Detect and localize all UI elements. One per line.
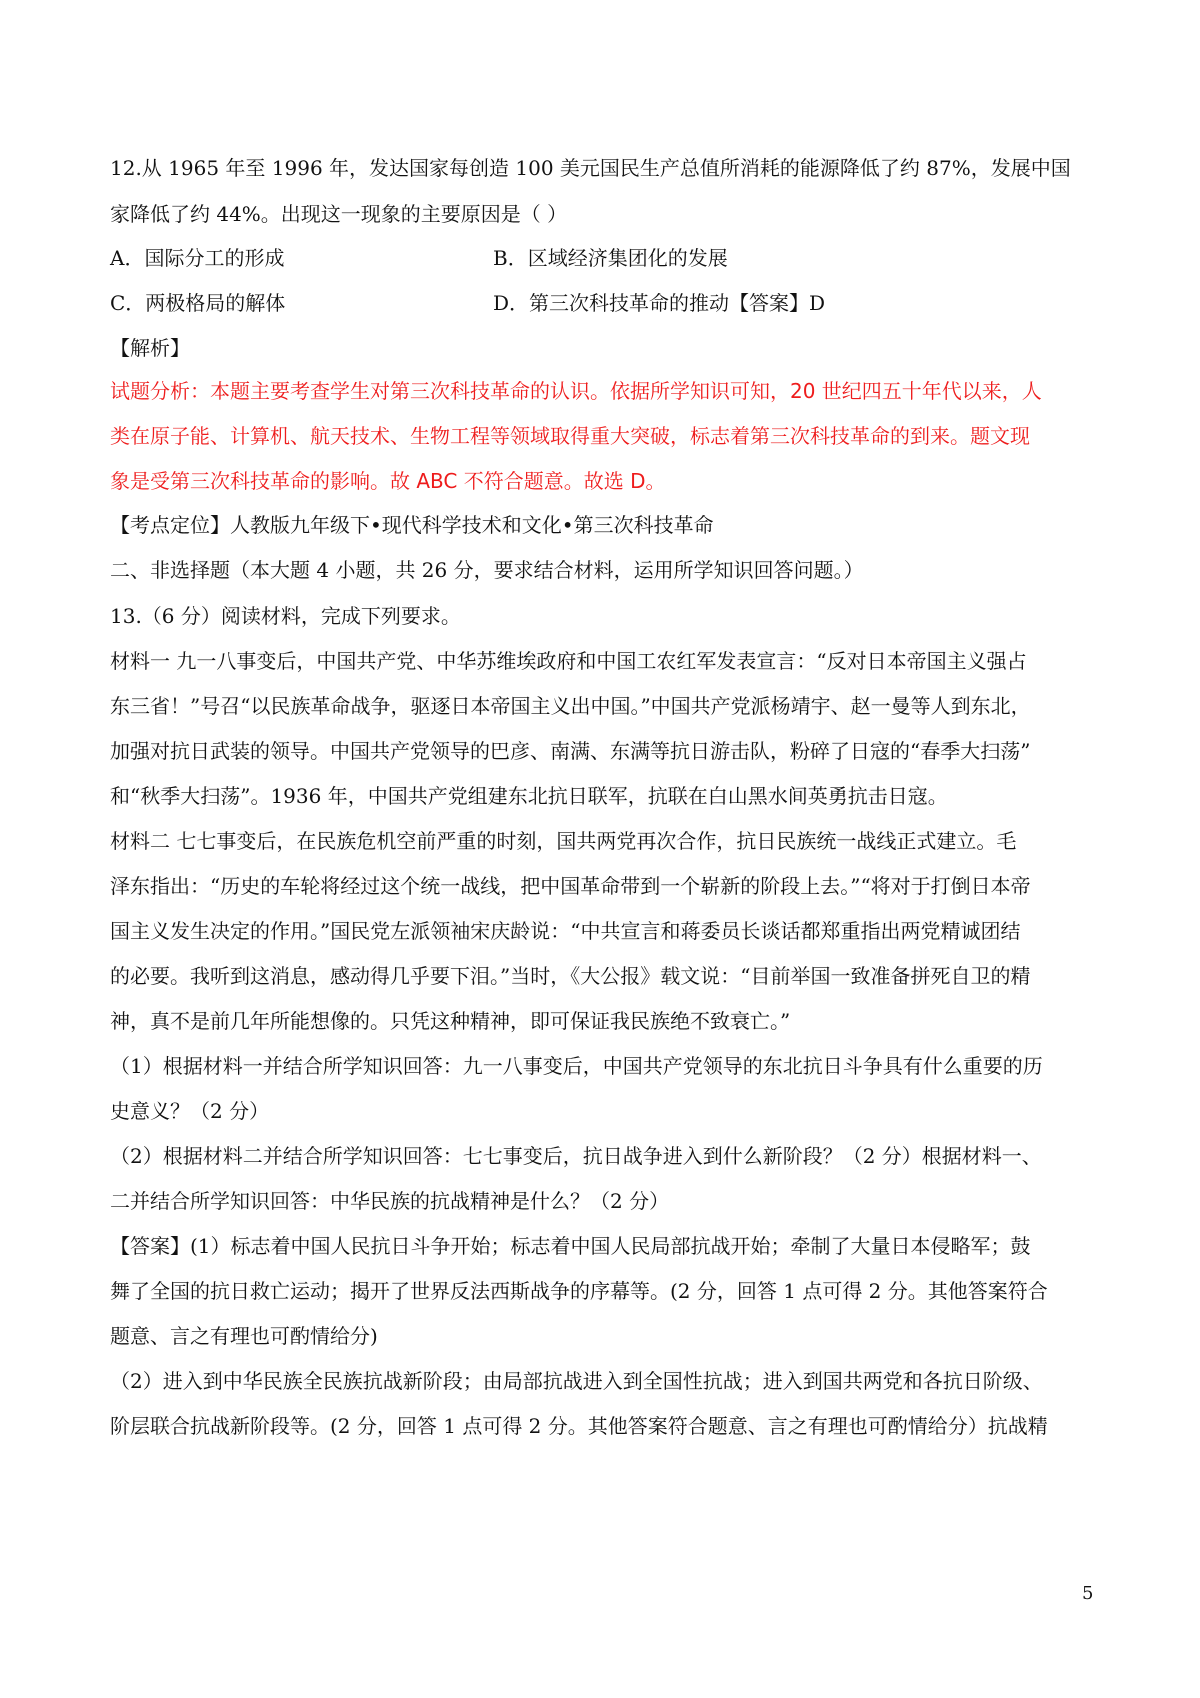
q12-kaodian: 【考点定位】人教版九年级下•现代科学技术和文化•第三次科技革命 bbox=[110, 513, 714, 537]
q13-answer1-line1: 【答案】(1）标志着中国人民抗日斗争开始；标志着中国人民局部抗战开始；牵制了大量日本侵略军；鼓 bbox=[110, 1234, 1031, 1258]
q13-material1-line3: 加强对抗日武装的领导。中国共产党领导的巴彦、南满、东满等抗日游击队，粉碎了日寇的“春季大扫荡” bbox=[110, 739, 1031, 763]
q12-option-a: A．国际分工的形成 bbox=[110, 246, 285, 270]
q13-material2-line4: 的必要。我听到这消息，感动得几乎要下泪。”当时，《大公报》载文说：“目前举国一致准备拼死自卫的精 bbox=[110, 964, 1031, 988]
q12-option-b: B．区域经济集团化的发展 bbox=[493, 246, 728, 270]
q13-question2-line1: （2）根据材料二并结合所学知识回答：七七事变后，抗日战争进入到什么新阶段？（2 分）根据材料一、 bbox=[110, 1144, 1042, 1168]
q13-material1-line2: 东三省！”号召“以民族革命战争，驱逐日本帝国主义出中国。”中国共产党派杨靖宇、赵一曼等人到东北， bbox=[110, 694, 1031, 718]
page-number: 5 bbox=[1082, 1583, 1094, 1604]
q13-material1-line4: 和“秋季大扫荡”。1936 年，中国共产党组建东北抗日联军，抗联在白山黑水间英勇抗击日寇。 bbox=[110, 784, 948, 808]
section2-heading: 二、非选择题（本大题 4 小题，共 26 分，要求结合材料，运用所学知识回答问题。） bbox=[110, 558, 864, 582]
q13-answer2-line2: 阶层联合抗战新阶段等。(2 分，回答 1 点可得 2 分。其他答案符合题意、言之有理也可酌情给分）抗战精 bbox=[110, 1414, 1048, 1438]
q12-stem-line2: 家降低了约 44%。出现这一现象的主要原因是（ ） bbox=[110, 202, 568, 226]
q13-question1-line1: （1）根据材料一并结合所学知识回答：九一八事变后，中国共产党领导的东北抗日斗争具有什么重要的历 bbox=[110, 1054, 1043, 1078]
q13-material1-line1: 材料一 九一八事变后，中国共产党、中华苏维埃政府和中国工农红军发表宣言：“反对日本帝国主义强占 bbox=[110, 649, 1027, 673]
q13-material2-line3: 国主义发生决定的作用。”国民党左派领袖宋庆龄说：“中共宣言和蒋委员长谈话都郑重指出两党精诚团结 bbox=[110, 919, 1021, 943]
q12-option-d: D．第三次科技革命的推动【答案】D bbox=[493, 291, 826, 315]
q13-answer2-line1: （2）进入到中华民族全民族抗战新阶段；由局部抗战进入到全国性抗战；进入到国共两党和各抗日阶级、 bbox=[110, 1369, 1043, 1393]
q12-analysis-line3: 象是受第三次科技革命的影响。故 ABC 不符合题意。故选 D。 bbox=[110, 469, 666, 493]
q13-material2-line5: 神，真不是前几年所能想像的。只凭这种精神，即可保证我民族绝不致衰亡。” bbox=[110, 1009, 791, 1033]
q13-question2-line2: 二并结合所学知识回答：中华民族的抗战精神是什么？（2 分） bbox=[110, 1189, 670, 1213]
q13-material2-line2: 泽东指出：“历史的车轮将经过这个统一战线，把中国革命带到一个崭新的阶段上去。”“将对于打倒日本帝 bbox=[110, 874, 1031, 898]
q12-option-c: C．两极格局的解体 bbox=[110, 291, 286, 315]
q12-analysis-line1: 试题分析：本题主要考查学生对第三次科技革命的认识。依据所学知识可知，20 世纪四五十年代以来，人 bbox=[110, 379, 1042, 403]
q13-question1-line2: 史意义？（2 分） bbox=[110, 1099, 270, 1123]
q12-analysis-heading: 【解析】 bbox=[110, 336, 190, 360]
q13-material2-line1: 材料二 七七事变后，在民族危机空前严重的时刻，国共两党再次合作，抗日民族统一战线正式建立。毛 bbox=[110, 829, 1017, 853]
q12-stem-line1: 12.从 1965 年至 1996 年，发达国家每创造 100 美元国民生产总值所消耗的能源降低了约 87%，发展中国 bbox=[110, 156, 1071, 180]
q12-analysis-line2: 类在原子能、计算机、航天技术、生物工程等领域取得重大突破，标志着第三次科技革命的到来。题文现 bbox=[110, 424, 1030, 448]
q13-answer1-line3: 题意、言之有理也可酌情给分) bbox=[110, 1324, 378, 1348]
q13-intro: 13.（6 分）阅读材料，完成下列要求。 bbox=[110, 604, 461, 628]
q13-answer1-line2: 舞了全国的抗日救亡运动；揭开了世界反法西斯战争的序幕等。(2 分，回答 1 点可得 2 分。其他答案符合 bbox=[110, 1279, 1048, 1303]
